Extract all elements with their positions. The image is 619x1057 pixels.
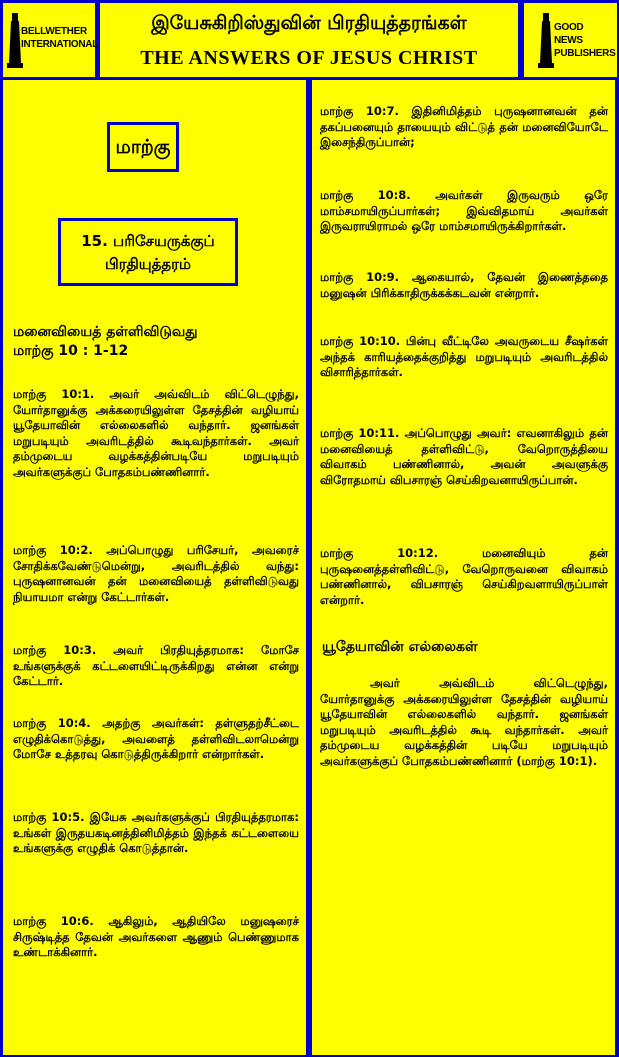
verse-10-3: மாற்கு 10:3. அவர் பிரதியுத்தரமாக: மோசே உங்களுக்குக் கட்டளையிட்டிருக்கிறது என்ன என்று கேட்டார். — [13, 643, 299, 688]
chapter-line-2: பிரதியுத்தரம் — [105, 255, 191, 273]
tamil-title: இயேசுகிறிஸ்துவின் பிரதியுத்தரங்கள் — [151, 12, 467, 34]
english-title: THE ANSWERS OF JESUS CHRIST — [140, 47, 478, 69]
left-logo-text: BELLWETHER INTERNATIONAL — [21, 26, 99, 50]
verse-10-9: மாற்கு 10:9. ஆகையால், தேவன் இணைத்ததை மனுஷன் பிரிக்காதிருக்கக்கடவன் என்றார். — [320, 270, 608, 300]
verse-10-5: மாற்கு 10:5. இயேசு அவர்களுக்குப் பிரதியுத்தரமாக: உங்கள் இருதயகடினத்தினிமித்தம் இந்தக் கட்டளையை உங்களுக்கு எழுதிக் கொடுத்தான். — [13, 810, 299, 855]
closing-paragraph: அவர் அவ்விடம் விட்டெழுந்து, யோர்தானுக்கு அக்கரையிலுள்ள தேசத்தின் வழியாய் யூதேயாவின் எல்லைகளில் வந்தார். ஜனங்கள் மறுபடியும் அவரிடத்தில் கூடி வந்தார்கள். அவர் தம்முடைய வழக்கத்தின் படியே மறுபடியும் அவர்களுக்குப் போதகம்பண்ணினார் (மாற்கு 10:1). — [320, 676, 608, 768]
verse-10-11: மாற்கு 10:11. அப்பொழுது அவர்: எவனாகிலும் தன் மனைவியைத் தள்ளிவிட்டு, வேறொருத்தியை விவாகம் பண்ணினால், அவன் அவளுக்கு விரோதமாய் விபசாரஞ் செய்கிறவனாயிருப்பான். — [320, 426, 608, 487]
section-reference: மாற்கு 10 : 1-12 — [13, 343, 129, 359]
verse-10-1: மாற்கு 10:1. அவர் அவ்விடம் விட்டெழுந்து, யோர்தானுக்கு அக்கரையிலுள்ள தேசத்தின் வழியாய் யூதேயாவின் எல்லைகளில் வந்தார். ஜனங்கள் மறுபடியும் அவரிடத்தில் கூடிவந்தார்கள். அவர் தம்முடைய வழக்கத்தின்படியே மறுபடியும் அவர்களுக்குப் போதகம்பண்ணினார். — [13, 387, 299, 479]
verse-10-7: மாற்கு 10:7. இதினிமித்தம் புருஷனானவன் தன் தகப்பனையும் தாயையும் விட்டுத் தன் மனைவியோடே இசைந்திருப்பான்; — [320, 104, 608, 149]
verse-10-8: மாற்கு 10:8. அவர்கள் இருவரும் ஒரே மாம்சமாயிருப்பார்கள்; இவ்விதமாய் அவர்கள் இருவராயிராமல் ஒரே மாம்சமாயிருக்கிறார்கள். — [320, 188, 608, 233]
section-heading — [13, 323, 197, 361]
verse-10-12: மாற்கு 10:12. மனைவியும் தன் புருஷனைத்தள்ளிவிட்டு, வேறொருவனை விவாகம் பண்ணினால், விபசாரஞ் செய்கிறவளாயிருப்பாள் என்றார். — [320, 546, 608, 607]
bellwether-logo — [2, 2, 99, 78]
book-title: மாற்கு — [107, 122, 179, 172]
verse-10-6: மாற்கு 10:6. ஆகிலும், ஆதியிலே மனுஷரைச் சிருஷ்டித்த தேவன் அவர்களை ஆணும் பெண்ணுமாக உண்டாக்கினார். — [13, 914, 299, 959]
chapter-line-1: 15. பரிசேயருக்குப் — [81, 232, 215, 250]
verse-10-4: மாற்கு 10:4. அதற்கு அவர்கள்: தள்ளுதற்சீட்டை எழுதிக்கொடுத்து, அவளைத் தள்ளிவிடலாமென்று மோசே உத்தரவு கொடுத்திருக்கிறார் என்றார்கள். — [13, 716, 299, 761]
subheading: யூதேயாவின் எல்லைகள் — [322, 639, 478, 655]
header — [0, 0, 619, 80]
verse-10-10: மாற்கு 10:10. பின்பு வீட்டிலே அவருடைய சீஷர்கள் அந்தக் காரியத்தைக்குறித்து மறுபடியும் அவரிடத்தில் விசாரித்தார்கள். — [320, 334, 608, 379]
left-column — [3, 80, 306, 1055]
section-title: மனைவியைத் தள்ளிவிடுவது — [13, 324, 198, 340]
right-logo-text: GOOD NEWS PUBLISHERS — [554, 22, 616, 59]
chapter-title — [58, 218, 238, 286]
lighthouse-icon — [538, 11, 554, 69]
good-news-logo — [523, 2, 618, 78]
title-box — [99, 2, 519, 78]
right-column — [312, 80, 615, 1055]
verse-10-2: மாற்கு 10:2. அப்பொழுது பரிசேயர், அவரைச் சோதிக்கவேண்டுமென்று, அவரிடத்தில் வந்து: புருஷனானவன் தன் மனைவியைத் தள்ளிவிடுவது நியாயமா என்று கேட்டார்கள். — [13, 543, 299, 604]
